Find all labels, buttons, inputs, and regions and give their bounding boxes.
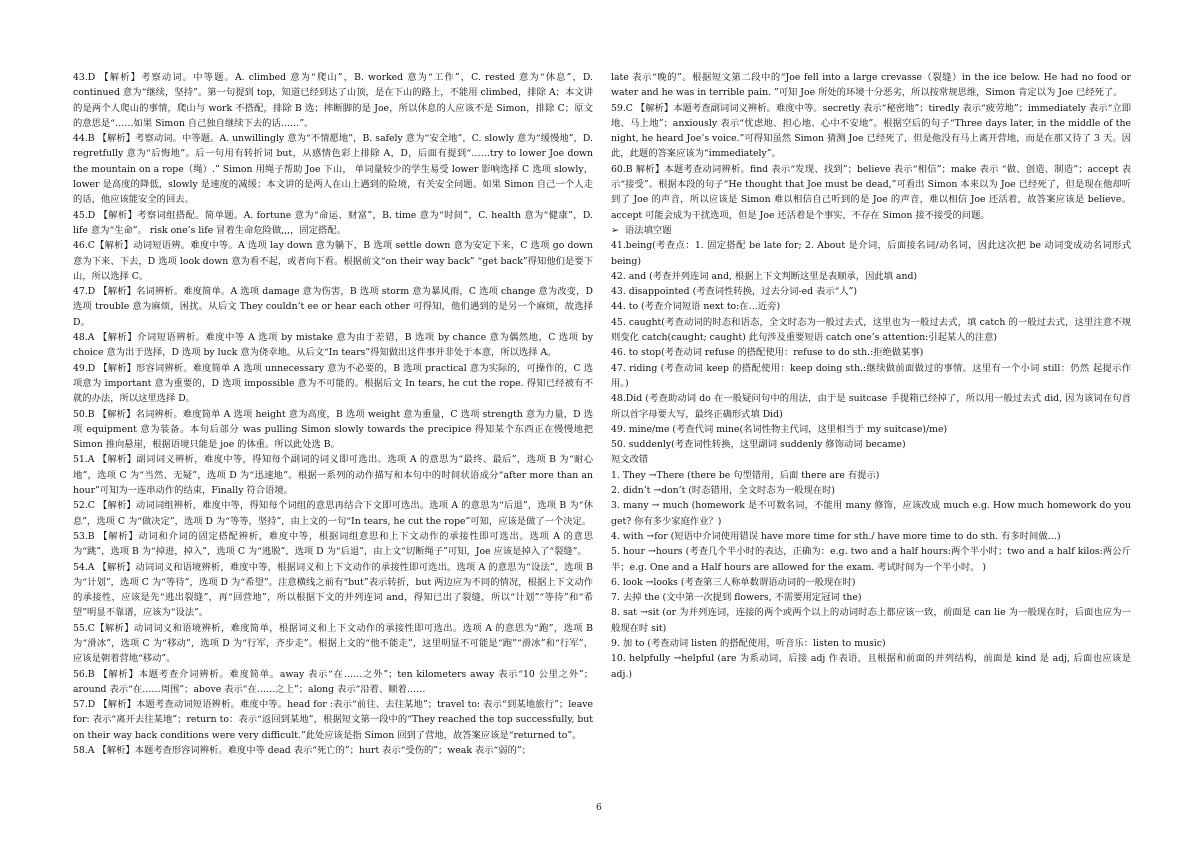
grammar-item-45: 45. caught(考查动词的时态和语态，全文时态为一般过去式，这里也为一般过去式，填 catch 的一般过去式，这里注意不规则变化 catch(caught; caught) 此句涉及重要短语 catch one’s attention:引起某人的注意): [611, 316, 1131, 344]
grammar-item-43: 43. disappointed (考查词性转换，过去分词-ed 表示“人”): [611, 286, 858, 298]
explanation-50: 50.B 【解析】名词辨析。难度简单 A 选项 height 意为高度，B 选项 weight 意为重量，C 选项 strength 意为力量，D 选项 equipment 意为装备。本句后部分 was pulling Simon slowly towards the precipice 得知某个东西正在慢慢地把 Simon 推向悬崖，根据语境只能是 joe 的体重。所以此处选 B。: [73, 408, 593, 451]
grammar-item-44: 44. to (考查介词短语 next to:在…近旁): [611, 301, 781, 313]
correction-item-10: 10. helpfully →helpful (are 为系动词，后接 adj 作表语，且根据和前面的并列结构，前面是 kind 是 adj, 后面也应该是 adj.): [611, 653, 1131, 680]
correction-item-8: 8. sat →sit (or 为并列连词，连接的两个或两个以上的动词时态上都应该一致，前面是 can lie 为一般现在时，后面也应为一般现在时 sit): [611, 607, 1131, 634]
explanation-59: 59.C 【解析】本题考查副词词义辨析。难度中等。secretly 表示“秘密地”；tiredly 表示“疲劳地”；immediately 表示“立即地、马上地”；anxiously 表示“忧虑地、担心地、心中不安地”。根据空后的句子“Three days later, in the middle of the night, he heard Joe’s voice.”可得知虽然 Simon 猜测 Joe 已经死了，但是他没有马上离开营地，而是在那又待了 3 天。因此，此题的答案应该为“immediately”。: [611, 102, 1131, 160]
explanation-43: 43.D 【解析】考察动词。中等题。A. climbed 意为“爬山”，B. worked 意为“工作”，C. rested 意为“休息”，D. continued 意为“继续，坚持”。第一句提到 top，知道已经到达了山顶，是在下山的路上，不能用 climbed，排除 A；本文讲的是两个人爬山的事情，爬山与 work 不搭配，排除 B 选；摔断脚的是 Joe，所以休息的人应该不是 Simon，排除 C；原文的意思是“……如果 Simon 自己独自继续下去的话……”。: [73, 72, 593, 129]
explanation-51: 51.A 【解析】副词词义辨析，难度中等，得知每个副词的词义即可选出。选项 A 的意思为“最终、最后”，选项 B 为“耐心地”，选项 C 为“当然、无疑”，选项 D 为“迅速地”。根据一系列的动作描写和本句中的时间状语成分“after more than an hour”可知为一连串动作的结束，Finally 符合语境。: [73, 454, 593, 497]
correction-item-1: 1. They →There (there be 句型错用，后面 there are 有提示): [611, 469, 880, 481]
correction-item-4: 4. with →for (短语中介词使用错误 have more time for sth./ have more time to do sth. 有多时间做…): [611, 530, 1061, 542]
page-number: 6: [596, 803, 602, 813]
grammar-item-48: 48.Did (考查助动词 do 在一般疑问句中的用法，由于是 suitcase 手提箱已经掉了，所以用一般过去式 did, 因为该词在句首所以首字母要大写，最终正确形式填 Did): [611, 393, 1131, 420]
grammar-item-42: 42. and (考查并列连词 and, 根据上下文判断这里是表顺承，因此填 and): [611, 270, 918, 282]
explanation-56: 56.B 【解析】本题考查介词辨析。难度简单。away 表示“在……之外”；ten kilometers away 表示“10 公里之外”；around 表示“在……周围”；above 表示“在……之上”；along 表示“沿着、顺着……: [73, 668, 593, 695]
explanation-53: 53.B 【解析】动词和介词的固定搭配辨析，难度中等，根据词组意思和上下文动作的承接性即可选出。选项 A 的意思为“跳”，选项 B 为“掉进，掉入”，选项 C 为“逃脱”，选项 D 为“后退”，由上文“切断绳子”可知，Joe 应该是掉入了“裂缝”。: [73, 530, 593, 558]
correction-item-3: 3. many → much (homework 是不可数名词，不能用 many 修饰，应该改成 much e.g. How much homework do you get? 你有多少家庭作业？): [611, 500, 1131, 527]
explanation-57: 57.D 【解析】本题考查动词短语辨析。难度中等。head for :表示“前往、去往某地”；travel to: 表示“到某地旅行”；leave for: 表示“离开去往某地”；return to：表示“返回到某地”，根据短文第一段中的“They reached the top successfully, but on their way back conditions were very difficult.”此处应该是指 Simon 回到了营地，故答案应该是“returned to”。: [73, 699, 593, 741]
explanation-58: 58.A 【解析】本题考查形容词辨析。难度中等 dead 表示“死亡的”；hurt 表示“受伤的”；weak 表示“弱的”；: [73, 745, 531, 757]
correction-item-9: 9. 加 to (考查动词 listen 的搭配使用，听音乐：listen to music): [611, 637, 886, 649]
explanation-47: 47.D 【解析】名词辨析。难度简单。A 选项 damage 意为伤害，B 选项 storm 意为暴风雨，C 选项 change 意为改变，D 选项 trouble 意为麻烦，困扰。从后文 They couldn’t ee or hear each other 可得知，他们遇到的是另一个麻烦，故选择 D。: [73, 286, 593, 328]
grammar-item-46: 46. to stop(考查动词 refuse 的搭配使用：refuse to do sth.:拒绝做某事): [611, 347, 924, 359]
explanation-46: 46.C【解析】动词短语辨。难度中等。A 选项 lay down 意为躺下，B 选项 settle down 意为安定下来，C 选项 go down 意为下来、下去，D 选项 look down 意为看不起，或者向下看。根据前文“on their way back” “get back”得知他们是要下山，所以选择 C。: [73, 240, 593, 282]
explanation-54: 54.A 【解析】动词词义和语境辨析，难度中等，根据词义和上下文动作的承接性即可选出。选项 A 的意思为“设法”，选项 B 为“计划”，选项 C 为“等待”，选项 D 为“希望”。注意横线之前有“but”表示转折，but 两边应为不同的情况，根据上下文动作的承接性，应该是先“逃出裂缝”，再“回营地”，所以根据下文的并列连词 and，得知已出了裂缝，所以“计划”“等待”和“希望”明显不靠谱，应该为“设法”。: [73, 561, 593, 619]
grammar-section-title: 语法填空题: [625, 224, 672, 236]
arrow-bullet-icon: ➢: [611, 224, 619, 236]
grammar-item-49: 49. mine/me (考查代词 mine(名词性物主代词，这里相当于 my suitcase)/me): [611, 423, 948, 435]
explanation-44: 44.B 【解析】考察动词。中等题。A. unwillingly 意为“不情愿地”，B. safely 意为“安全地”，C. slowly 意为“缓慢地”，D. regretfully 意为“后悔地”。后一句用有转折词 but，从感情色彩上排除 A，D，后面有提到“……try to lower Joe down the mountain on a rope（绳）.” Simon 用绳子帮助 Joe 下山， 单词量较少的学生易受 lower 影响选择 C 选项 slowly，lower 是高度的降低，slowly 是速度的减缓；本文讲的是两人在山上遇到的险境，有关安全问题。如果 Simon 自己一个人走的话，他应该能安全的回去。: [73, 133, 593, 206]
correction-section-heading: 短文改错: [611, 454, 649, 466]
explanation-58-continued: late 表示“晚的”。根据短文第二段中的“Joe fell into a large crevasse（裂缝）in the ice below. He had no food or water and he was in terrible pain. ”可知 Joe 所处的环境十分恶劣，所以按常规思维，Simon 肯定以为 Joe 已经死了。: [611, 72, 1131, 99]
explanation-49: 49.D 【解析】形容词辨析。难度简单 A 选项 unnecessary 意为不必要的，B 选项 practical 意为实际的，可操作的，C 选项意为 important 意为重要的，D 选项 impossible 意为不可能的。根据后文 In tears, he cut the rope. 得知已经被有不就的办法，所以这里选择 D。: [73, 362, 593, 405]
answer-explanations-left-column: [73, 70, 593, 758]
answer-explanations-right-column: [611, 70, 1131, 682]
grammar-item-41: 41.being(考查点：1. 固定搭配 be late for; 2. About 是介词，后面接名词/动名词，因此这次把 be 动词变成动名词形式 being): [611, 240, 1131, 267]
explanation-60: 60.B 解析】本题考查动词辨析。find 表示“发现、找到”；believe 表示“相信”；make 表示 “做、创造、制造”；accept 表示“接受”。根据本段的句子“He thought that Joe must be dead,”可看出 Simon 本来以为 Joe 已经死了，但是现在他却听到了 Joe 的声音，所以应该是 Simon 难以相信自己听到的是 Joe 的声音，难以相信 Joe 还活着，故答案应该是 believe。accept 可能会成为干扰选项，但是 Joe 还活着是个事实，不存在 Simon 接不接受的问题。: [611, 163, 1131, 221]
correction-item-2: 2. didn’t →don’t (时态错用，全文时态为一般现在时): [611, 485, 836, 497]
grammar-item-47: 47. riding (考查动词 keep 的搭配使用：keep doing sth.:继续做前面做过的事情。这里有一个小词 still：仍然 起提示作用。): [611, 362, 1131, 389]
correction-item-7: 7. 去掉 the (文中第一次提到 flowers, 不需要用定冠词 the): [611, 592, 862, 604]
explanation-52: 52.C 【解析】动词词组辨析，难度中等，得知每个词组的意思再结合下文即可选出。选项 A 的意思为“后退”，选项 B 为“休息”，选项 C 为“做决定”，选项 D 为“等等，坚持”，由上文的一句“In tears, he cut the rope”可知，应该是做了一个决定。: [73, 500, 593, 527]
explanation-48: 48.A 【解析】介词短语辨析。难度中等 A 选项 by mistake 意为由于差错，B 选项 by chance 意为偶然地，C 选项 by choice 意为出于选择，D 选项 by luck 意为侥幸地。从后文“In tears”得知做出这件事并非处于本意，所以选择 A。: [73, 332, 593, 359]
grammar-section-heading: [611, 223, 1131, 238]
correction-item-6: 6. look →looks (考查第三人称单数谓语动词的一般现在时): [611, 576, 856, 588]
explanation-45: 45.D 【解析】考察词组搭配。简单题。A. fortune 意为“命运、财富”，B. time 意为“时间”，C. health 意为“健康”，D. life 意为“生命”。 risk one’s life 冒着生命危险做,,,，固定搭配。: [73, 209, 593, 236]
explanation-55: 55.C【解析】动词词义和语境辨析，难度简单，根据词义和上下文动作的承接性即可选出。选项 A 的意思为“跑”，选项 B 为“滑冰”，选项 C 为“移动”，选项 D 为“行军，齐步走”。根据上文的“他不能走”，这里明显不可能是“跑”“滑冰”和“行军”，应该是朝着营地“移动”。: [73, 622, 593, 665]
correction-item-5: 5. hour →hours (考查几个半小时的表达，正确为：e.g. two and a half hours:两个半小时；two and a half kilos:两公斤半；e.g. One and a Half hours are allowed for the exam. 考试时间为一个半小时。 ): [611, 546, 1131, 573]
grammar-item-50: 50. suddenly(考查词性转换，这里副词 suddenly 修饰动词 became): [611, 439, 906, 451]
